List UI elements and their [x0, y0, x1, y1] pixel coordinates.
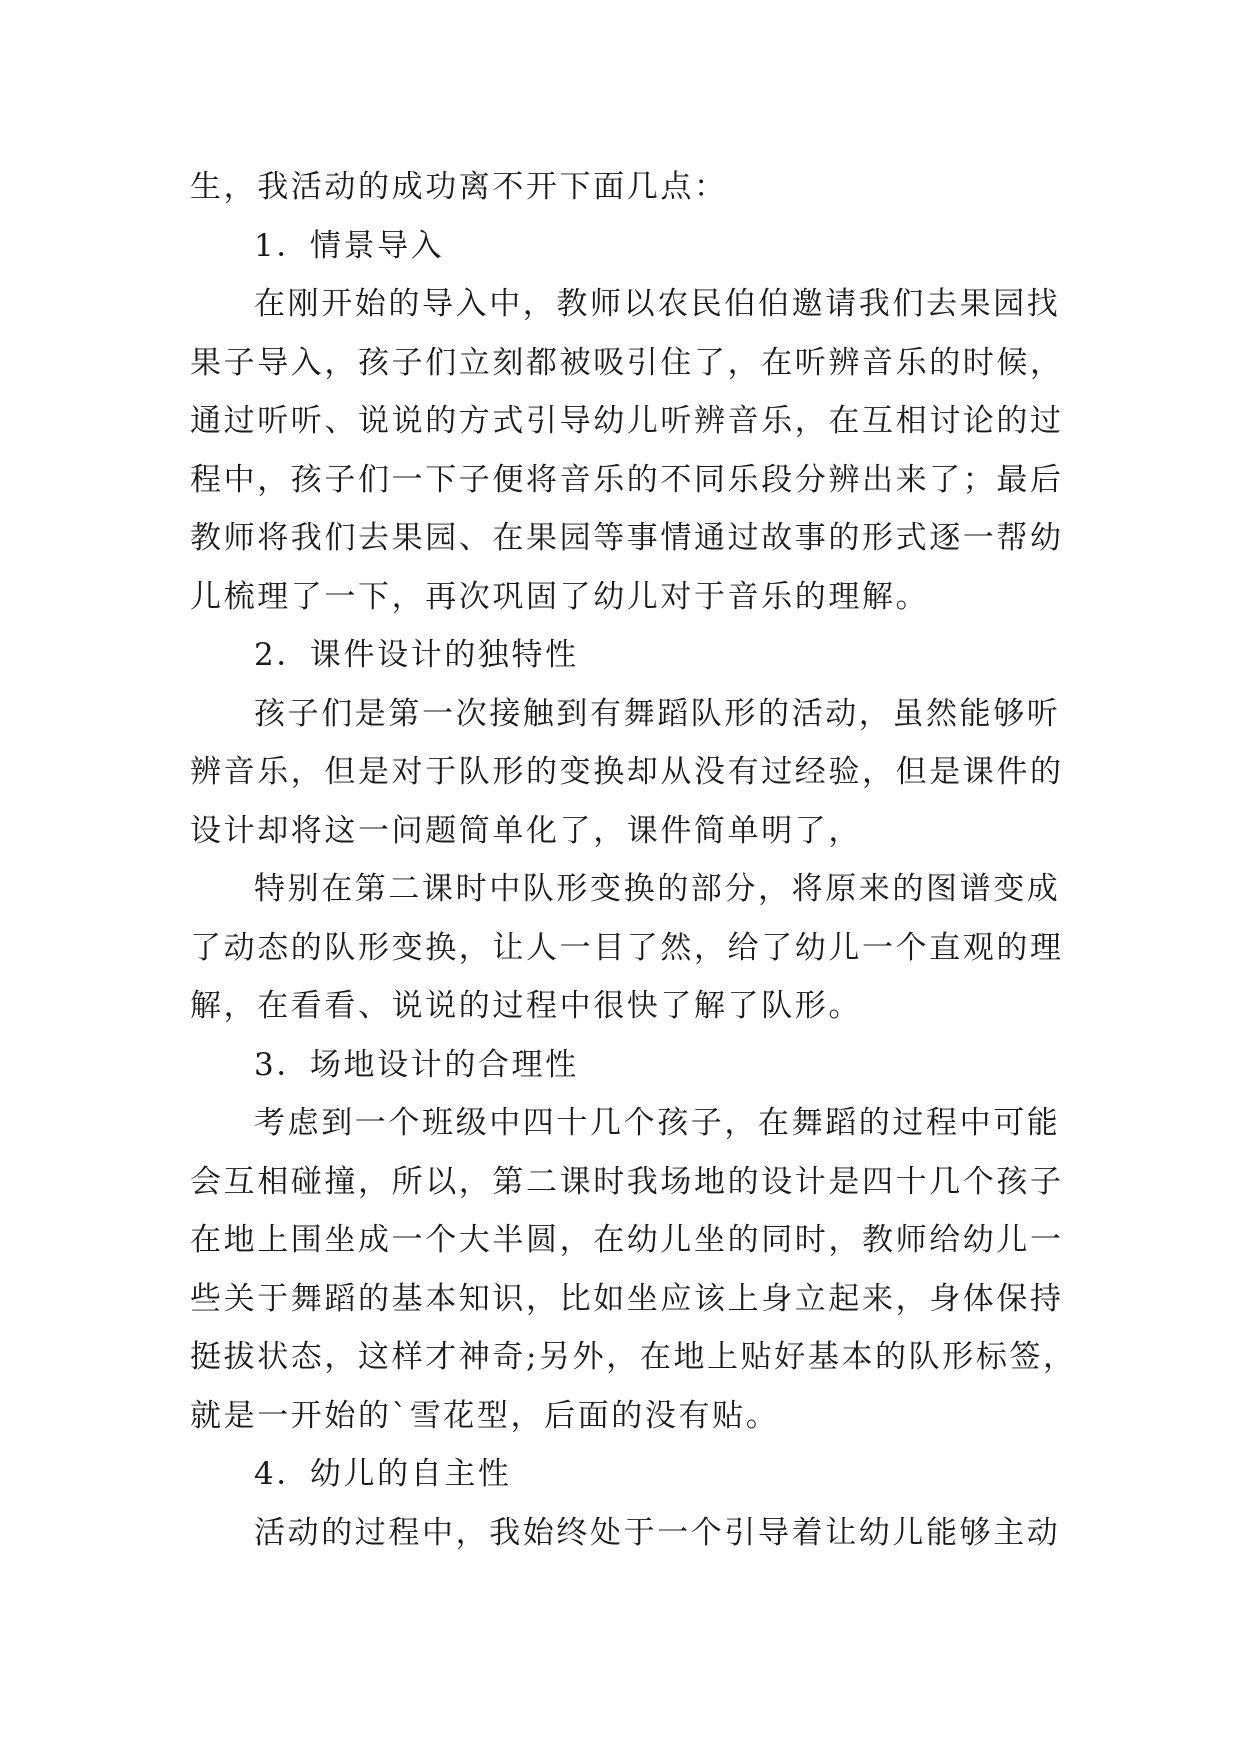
text-line: 辨音乐，但是对于队形的变换却从没有过经验，但是课件的: [190, 754, 1064, 790]
text-line: 儿梳理了一下，再次巩固了幼儿对于音乐的理解。: [190, 578, 930, 615]
text-line: 在刚开始的导入中，教师以农民伯伯邀请我们去果园找: [254, 286, 1061, 322]
text-line: 考虑到一个班级中四十几个孩子，在舞蹈的过程中可能: [254, 1105, 1061, 1141]
text-line: 设计却将这一问题简单化了，课件简单明了，: [190, 812, 862, 849]
text-line: 教师将我们去果园、在果园等事情通过故事的形式逐一帮幼: [190, 520, 1064, 556]
text-line: 些关于舞蹈的基本知识，比如坐应该上身立起来，身体保持: [190, 1280, 1064, 1317]
text-line: 通过听听、说说的方式引导幼儿听辨音乐，在互相讨论的过: [190, 403, 1064, 439]
text-line: 孩子们是第一次接触到有舞蹈队形的活动，虽然能够听: [254, 695, 1061, 732]
section-heading: 1．情景导入: [254, 227, 445, 264]
text-line: 解，在看看、说说的过程中很快了解了队形。: [190, 988, 862, 1024]
text-line: 了动态的队形变换，让人一目了然，给了幼儿一个直观的理: [190, 929, 1064, 966]
text-line: 生，我活动的成功离不开下面几点：: [190, 169, 728, 205]
text-line: 果子导入，孩子们立刻都被吸引住了，在听辨音乐的时候，: [190, 344, 1064, 381]
text-line: 会互相碰撞，所以，第二课时我场地的设计是四十几个孩子: [190, 1163, 1064, 1200]
text-line: 挺拔状态，这样才神奇;另外，在地上贴好基本的队形标签，: [190, 1339, 1077, 1375]
section-heading: 4．幼儿的自主性: [254, 1456, 512, 1492]
document-page: [190, 158, 1077, 1562]
section-heading: 2．课件设计的独特性: [254, 637, 579, 673]
text-line: 在地上围坐成一个大半圆，在幼儿坐的同时，教师给幼儿一: [190, 1222, 1064, 1258]
section-heading: 3．场地设计的合理性: [254, 1046, 579, 1083]
text-line: 特别在第二课时中队形变换的部分，将原来的图谱变成: [254, 871, 1061, 907]
text-line: 就是一开始的`雪花型，后面的没有贴。: [190, 1397, 780, 1434]
text-line: 程中，孩子们一下子便将音乐的不同乐段分辨出来了；最后: [190, 461, 1064, 498]
text-line: 活动的过程中，我始终处于一个引导着让幼儿能够主动: [254, 1514, 1061, 1551]
